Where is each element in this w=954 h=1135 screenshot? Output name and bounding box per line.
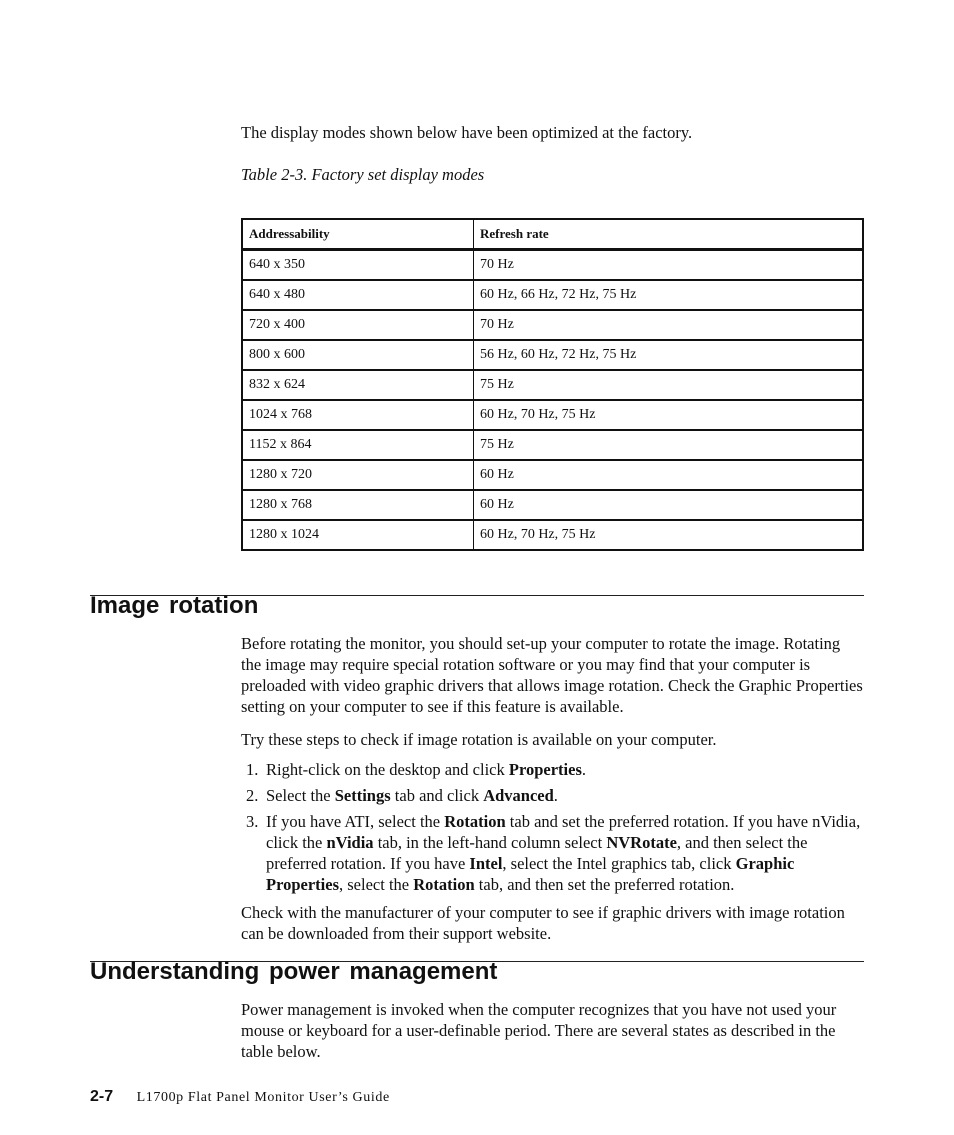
- intro-text: The display modes shown below have been optimized at the factory.: [241, 123, 693, 142]
- step-keyword: Graphic Properties: [266, 854, 795, 894]
- cell-refresh-rate: 75 Hz: [474, 370, 864, 400]
- cell-addressability: 640 x 480: [242, 280, 474, 310]
- step-text: tab and set the preferred rotation. If you have nVidia, click the: [266, 812, 861, 852]
- step-keyword: Intel: [469, 854, 503, 873]
- step-text: .: [553, 786, 558, 805]
- step-text: tab, and then set the preferred rotation.: [474, 875, 735, 894]
- step-text: , select the: [339, 875, 414, 894]
- cell-addressability: 832 x 624: [242, 370, 474, 400]
- document-title: L1700p Flat Panel Monitor User’s Guide: [136, 1090, 390, 1105]
- column-header-addressability: Addressability: [242, 219, 474, 250]
- table-row: [242, 430, 863, 460]
- cell-refresh-rate: 70 Hz: [474, 250, 864, 281]
- step-text: , select the Intel graphics tab, click: [502, 854, 736, 873]
- cell-refresh-rate: 60 Hz, 66 Hz, 72 Hz, 75 Hz: [474, 280, 864, 310]
- table-body: [242, 250, 863, 551]
- step-keyword: NVRotate: [606, 833, 677, 852]
- cell-addressability: 640 x 350: [242, 250, 474, 281]
- heading-power-management: Understanding power management: [90, 958, 498, 985]
- step-keyword: Advanced: [483, 786, 554, 805]
- cell-addressability: 1280 x 720: [242, 460, 474, 490]
- column-header-refresh-rate: Refresh rate: [474, 219, 864, 250]
- step-text: .: [581, 760, 586, 779]
- cell-addressability: 1024 x 768: [242, 400, 474, 430]
- step-keyword: nVidia: [326, 833, 374, 852]
- table-caption: Table 2-3. Factory set display modes: [241, 165, 485, 184]
- table-row: [242, 520, 863, 550]
- image-rotation-check-manufacturer: Check with the manufacturer of your computer to see if graphic drivers with image rotation can be downloaded from their support website.: [241, 903, 845, 943]
- step-keyword: Rotation: [413, 875, 475, 894]
- cell-refresh-rate: 60 Hz, 70 Hz, 75 Hz: [474, 400, 864, 430]
- step-number: 3.: [246, 812, 259, 831]
- list-item: [241, 785, 864, 806]
- cell-addressability: 1152 x 864: [242, 430, 474, 460]
- rotation-steps-list: [241, 759, 864, 900]
- step-number: 1.: [246, 760, 259, 779]
- cell-refresh-rate: 60 Hz: [474, 460, 864, 490]
- step-keyword: Settings: [334, 786, 391, 805]
- page-footer: [90, 1088, 390, 1106]
- list-item: [241, 811, 864, 895]
- list-item: [241, 759, 864, 780]
- cell-refresh-rate: 70 Hz: [474, 310, 864, 340]
- page-number: 2-7: [90, 1088, 114, 1105]
- image-rotation-try-steps: Try these steps to check if image rotation is available on your computer.: [241, 730, 717, 749]
- table-row: [242, 250, 863, 281]
- step-text: tab, in the left-hand column select: [373, 833, 607, 852]
- cell-refresh-rate: 60 Hz: [474, 490, 864, 520]
- power-management-intro: Power management is invoked when the computer recognizes that you have not used your mouse or keyboard for a user-definable period. There are several states as described in the table below.: [241, 1000, 837, 1061]
- table-row: [242, 340, 863, 370]
- step-text: If you have ATI, select the: [266, 812, 445, 831]
- table-row: [242, 490, 863, 520]
- image-rotation-intro: Before rotating the monitor, you should set-up your computer to rotate the image. Rotating the image may require special rotation software or you may find that your computer is preloaded with video graphic drivers that allows image rotation. Check the Graphic Properties setting on your computer to see if this feature is available.: [241, 634, 863, 716]
- cell-refresh-rate: 60 Hz, 70 Hz, 75 Hz: [474, 520, 864, 550]
- step-keyword: Properties: [508, 760, 582, 779]
- cell-refresh-rate: 56 Hz, 60 Hz, 72 Hz, 75 Hz: [474, 340, 864, 370]
- cell-addressability: 1280 x 1024: [242, 520, 474, 550]
- table-row: [242, 310, 863, 340]
- table-row: [242, 370, 863, 400]
- step-text: Right-click on the desktop and click: [266, 760, 509, 779]
- table-header-row: [242, 219, 863, 250]
- step-number: 2.: [246, 786, 259, 805]
- display-modes-table: [241, 218, 864, 551]
- heading-image-rotation: Image rotation: [90, 592, 259, 619]
- cell-addressability: 720 x 400: [242, 310, 474, 340]
- cell-refresh-rate: 75 Hz: [474, 430, 864, 460]
- table-row: [242, 460, 863, 490]
- table-row: [242, 400, 863, 430]
- table-row: [242, 280, 863, 310]
- step-text: , and then select the preferred rotation. If you have: [266, 833, 808, 873]
- step-text: Select the: [266, 786, 335, 805]
- step-keyword: Rotation: [444, 812, 506, 831]
- cell-addressability: 1280 x 768: [242, 490, 474, 520]
- step-text: tab and click: [390, 786, 484, 805]
- cell-addressability: 800 x 600: [242, 340, 474, 370]
